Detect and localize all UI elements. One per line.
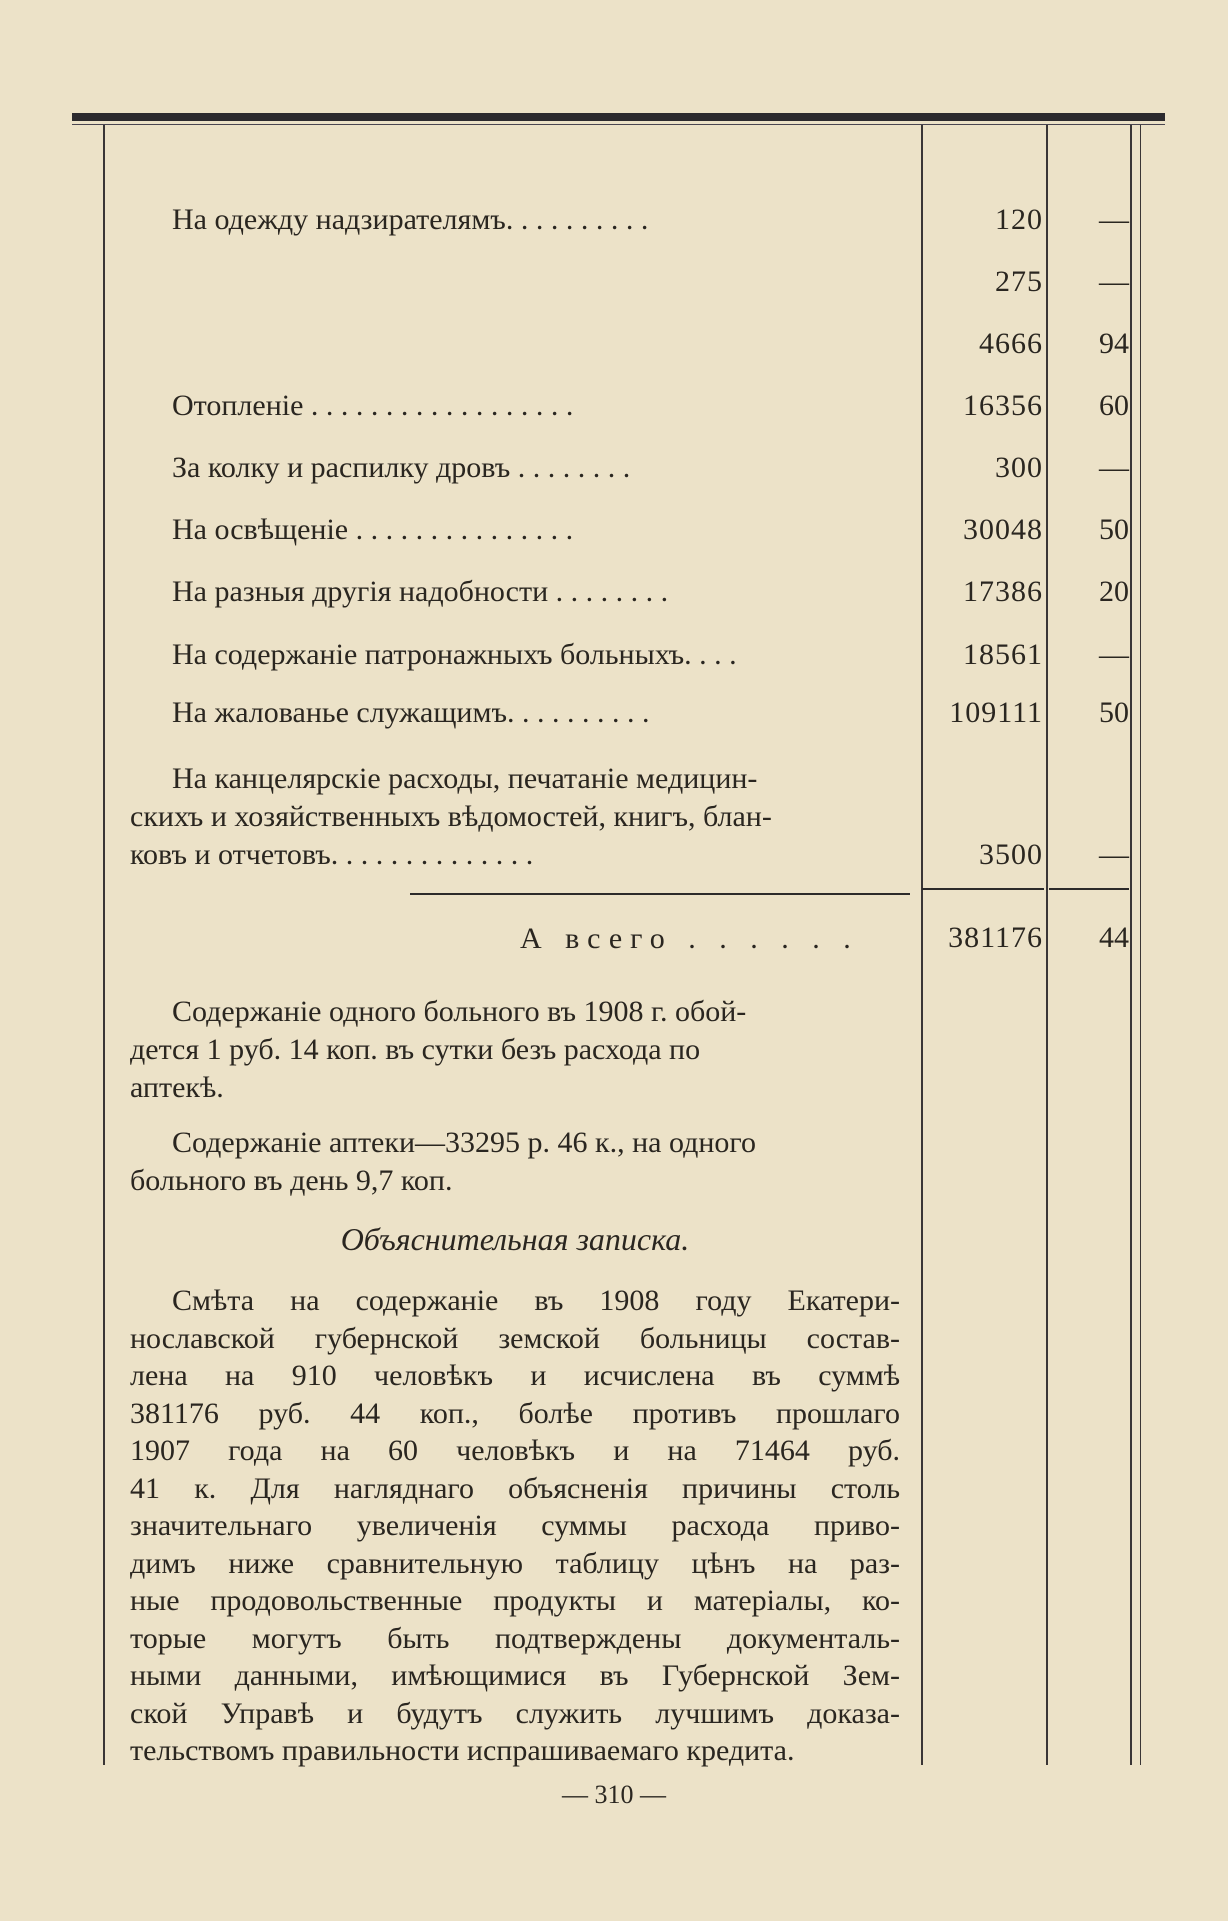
page-number: — 310 —	[562, 1780, 666, 1809]
item-kopecks: —	[1099, 638, 1129, 671]
item-rubles: 17386	[963, 575, 1043, 608]
explanatory-paragraph	[130, 1282, 900, 1770]
item-kopecks: 50	[1099, 696, 1129, 729]
item-kopecks: —	[1099, 203, 1129, 236]
paragraph-line: ные продовольственные продукты и матеріалы, ко-	[130, 1584, 900, 1617]
paragraph-line: торые могутъ быть подтверждены документаль-	[130, 1621, 900, 1655]
rub-column-left-line	[921, 125, 923, 1765]
note-pharmacy-cost	[130, 1124, 900, 1200]
office-expenses-line: На канцелярскіе расходы, печатаніе медицин-	[172, 762, 758, 795]
item-kopecks: 94	[1099, 327, 1129, 360]
total-rule	[410, 893, 910, 895]
office-expenses-item	[130, 760, 910, 874]
paragraph-line: ской Управѣ и будутъ служить лучшимъ доказа-	[130, 1696, 900, 1730]
note-line: Содержаніе одного больного въ 1908 г. обой-	[172, 995, 747, 1028]
item-rubles: 300	[995, 451, 1043, 484]
item-kopecks: —	[1099, 265, 1129, 298]
item-label: На содержаніе патронажныхъ больныхъ. . . .	[172, 636, 907, 674]
item-label: На одежду надзирателямъ. . . . . . . . . .	[172, 201, 907, 239]
paragraph-line: 381176 руб. 44 коп., болѣе противъ прошлаго	[130, 1396, 900, 1430]
paragraph-line: ными данными, имѣющимися въ Губернской Зем-	[130, 1659, 900, 1692]
note-line: больного въ день 9,7 коп.	[130, 1164, 453, 1197]
note-line: дется 1 руб. 14 коп. въ сутки безъ расхода по	[130, 1033, 701, 1066]
item-label: На разныя другія надобности . . . . . . . .	[172, 573, 907, 611]
outer-right-line	[1140, 125, 1141, 1765]
item-label: Отопленіе . . . . . . . . . . . . . . . . . .	[172, 387, 907, 425]
kop-column-right-line	[1130, 125, 1132, 1765]
item-rubles: 120	[995, 203, 1043, 236]
item-rubles: 30048	[963, 513, 1043, 546]
total-rubles: 381176	[948, 921, 1043, 954]
top-rule-thin	[72, 124, 1165, 125]
item-label: На жалованье служащимъ. . . . . . . . . .	[172, 694, 907, 732]
paragraph-line: 1907 года на 60 человѣкъ и на 71464 руб.	[130, 1434, 900, 1467]
note-patient-cost	[130, 993, 900, 1107]
paragraph-line: значительнаго увеличенія суммы расхода приво-	[130, 1509, 900, 1542]
paragraph-line: нославской губернской земской больницы состав-	[130, 1321, 900, 1355]
note-line: Содержаніе аптеки—33295 р. 46 к., на одного	[172, 1126, 756, 1159]
section-heading: Объяснительная записка.	[340, 1221, 690, 1257]
paragraph-line: 41 к. Для нагляднаго объясненія причины столь	[130, 1471, 900, 1505]
item-rubles: 275	[995, 265, 1043, 298]
office-expenses-line: ковъ и отчетовъ. . . . . . . . . . . . . .	[130, 838, 534, 871]
top-rule	[72, 113, 1165, 121]
item-rubles: 3500	[979, 838, 1043, 871]
paragraph-line: тельствомъ правильности испрашиваемаго кредита.	[130, 1734, 795, 1767]
item-kopecks: 20	[1099, 575, 1129, 608]
item-rubles: 16356	[963, 389, 1043, 422]
item-rubles: 4666	[979, 327, 1043, 360]
item-kopecks: —	[1099, 838, 1129, 871]
item-rubles: 109111	[949, 696, 1043, 729]
paragraph-line: лена на 910 человѣкъ и исчислена въ суммѣ	[130, 1359, 900, 1392]
total-rule-rubles	[922, 888, 1044, 890]
item-label: На освѣщеніе . . . . . . . . . . . . . . .	[172, 511, 907, 549]
paragraph-line: Смѣта на содержаніе въ 1908 году Екатери-	[172, 1284, 900, 1317]
total-label: А всего . . . . . .	[520, 922, 859, 955]
item-kopecks: 60	[1099, 389, 1129, 422]
total-kopecks: 44	[1099, 921, 1129, 954]
total-rule-kopecks	[1049, 888, 1129, 890]
note-line: аптекѣ.	[130, 1071, 224, 1104]
item-rubles: 18561	[963, 638, 1043, 671]
office-expenses-line: скихъ и хозяйственныхъ вѣдомостей, книгъ, блан-	[130, 800, 772, 833]
item-kopecks: 50	[1099, 513, 1129, 546]
item-label: За колку и распилку дровъ . . . . . . . .	[172, 449, 907, 487]
paragraph-line: димъ ниже сравнительную таблицу цѣнъ на раз-	[130, 1546, 900, 1580]
item-kopecks: —	[1099, 451, 1129, 484]
left-border-line	[103, 125, 105, 1765]
